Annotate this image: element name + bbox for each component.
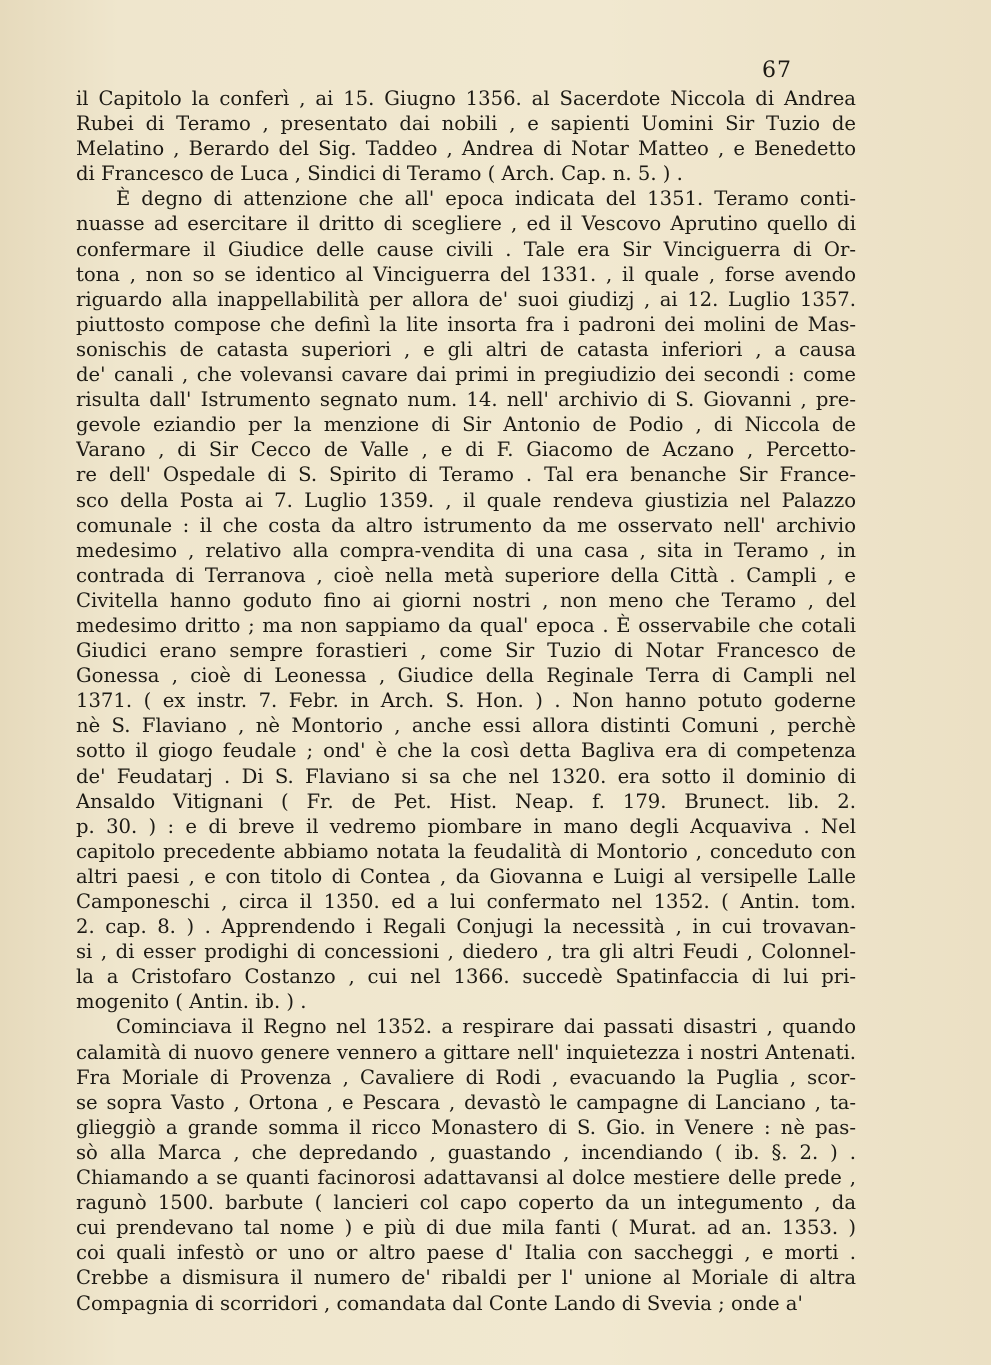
text-line: medesimo , relativo alla compra-vendita di una casa , sita in Teramo , in bbox=[76, 538, 856, 562]
text-line: Chiamando a se quanti facinorosi adattavansi al dolce mestiere delle prede , bbox=[76, 1166, 856, 1190]
text-line: glieggiò a grande somma il ricco Monastero di S. Gio. in Venere : nè pas- bbox=[76, 1115, 856, 1139]
text-line: Fra Moriale di Provenza , Cavaliere di Rodi , evacuando la Puglia , scor- bbox=[76, 1065, 856, 1089]
text-line: capitolo precedente abbiamo notata la feudalità di Montorio , conceduto con bbox=[76, 839, 856, 863]
text-line: nuasse ad esercitare il dritto di scegliere , ed il Vescovo Aprutino quello di bbox=[76, 212, 856, 236]
text-line: Melatino , Berardo del Sig. Taddeo , Andrea di Notar Matteo , e Benedetto bbox=[76, 137, 856, 161]
text-line: di Francesco de Luca , Sindici di Teramo ( Arch. Cap. n. 5. ) . bbox=[76, 162, 683, 186]
text-line: Ansaldo Vitignani ( Fr. de Pet. Hist. Neap. f. 179. Brunect. lib. 2. bbox=[76, 789, 856, 813]
text-line: Camponeschi , circa il 1350. ed a lui confermato nel 1352. ( Antin. tom. bbox=[76, 890, 856, 913]
text-line: riguardo alla inappellabilità per allora de' suoi giudizj , ai 12. Luglio 1357. bbox=[76, 287, 856, 311]
text-line: gevole eziandio per la menzione di Sir Antonio de Podio , di Niccola de bbox=[76, 413, 856, 437]
text-line: medesimo dritto ; ma non sappiamo da qual' epoca . È osservabile che cotali bbox=[76, 613, 856, 637]
text-line: confermare il Giudice delle cause civili . Tale era Sir Vinciguerra di Or- bbox=[76, 237, 856, 261]
text-line: sò alla Marca , che depredando , guastando , incendiando ( ib. §. 2. ) . bbox=[76, 1140, 856, 1164]
paragraph bbox=[76, 86, 856, 186]
text-line: Compagnia di scorridori , comandata dal Conte Lando di Svevia ; onde a' bbox=[76, 1291, 803, 1315]
text-line: coi quali infestò or uno or altro paese d' Italia con saccheggi , e morti . bbox=[76, 1241, 856, 1265]
text-line: Civitella hanno goduto fino ai giorni nostri , non meno che Teramo , del bbox=[76, 588, 856, 612]
text-line: ragunò 1500. barbute ( lancieri col capo coperto da un integumento , da bbox=[76, 1191, 856, 1215]
text-line: sco della Posta ai 7. Luglio 1359. , il quale rendeva giustizia nel Palazzo bbox=[76, 488, 856, 512]
text-line: sonischis de catasta superiori , e gli altri de catasta inferiori , a causa bbox=[76, 337, 856, 361]
text-line: Gonessa , cioè di Leonessa , Giudice della Reginale Terra di Campli nel bbox=[76, 664, 856, 688]
text-line: risulta dall' Istrumento segnato num. 14. nell' archivio di S. Giovanni , pre- bbox=[76, 388, 856, 412]
paragraph bbox=[76, 186, 856, 1014]
text-line: contrada di Terranova , cioè nella metà superiore della Città . Campli , e bbox=[76, 563, 856, 587]
text-line: la a Cristofaro Costanzo , cui nel 1366. succedè Spatinfaccia di lui pri- bbox=[76, 965, 856, 989]
text-line: se sopra Vasto , Ortona , e Pescara , devastò le campagne di Lanciano , ta- bbox=[76, 1090, 856, 1114]
text-line: nè S. Flaviano , nè Montorio , anche essi allora distinti Comuni , perchè bbox=[76, 714, 856, 738]
text-line: mogenito ( Antin. ib. ) . bbox=[76, 990, 307, 1014]
text-line: 1371. ( ex instr. 7. Febr. in Arch. S. Hon. ) . Non hanno potuto goderne bbox=[76, 689, 856, 713]
body-text bbox=[76, 86, 856, 1316]
text-line: de' Feudatarj . Di S. Flaviano si sa che nel 1320. era sotto il dominio di bbox=[76, 764, 856, 788]
text-line: tona , non so se identico al Vinciguerra del 1331. , il quale , forse avendo bbox=[76, 262, 856, 286]
text-line: cui prendevano tal nome ) e più di due mila fanti ( Murat. ad an. 1353. ) bbox=[76, 1216, 856, 1240]
text-line: il Capitolo la conferì , ai 15. Giugno 1356. al Sacerdote Niccola di Andrea bbox=[76, 87, 856, 110]
text-line: altri paesi , e con titolo di Contea , da Giovanna e Luigi al versipelle Lalle bbox=[76, 864, 856, 888]
paragraph bbox=[76, 1014, 856, 1315]
text-line: Giudici erano sempre forastieri , come Sir Tuzio di Notar Francesco de bbox=[76, 639, 856, 663]
page-number: 67 bbox=[762, 58, 792, 83]
text-line: Cominciava il Regno nel 1352. a respirare dai passati disastri , quando bbox=[116, 1015, 856, 1039]
text-line: È degno di attenzione che all' epoca indicata del 1351. Teramo conti- bbox=[116, 187, 856, 211]
text-line: piuttosto compose che definì la lite insorta fra i padroni dei molini de Mas- bbox=[76, 312, 856, 336]
text-line: Varano , di Sir Cecco de Valle , e di F. Giacomo de Aczano , Percetto- bbox=[76, 438, 856, 462]
text-line: sotto il giogo feudale ; ond' è che la così detta Bagliva era di competenza bbox=[76, 739, 856, 763]
text-line: p. 30. ) : e di breve il vedremo piombare in mano degli Acquaviva . Nel bbox=[76, 814, 856, 838]
text-line: Crebbe a dismisura il numero de' ribaldi per l' unione al Moriale di altra bbox=[76, 1266, 856, 1290]
text-line: re dell' Ospedale di S. Spirito di Teramo . Tal era benanche Sir France- bbox=[76, 463, 856, 487]
text-line: 2. cap. 8. ) . Apprendendo i Regali Conjugi la necessità , in cui trovavan- bbox=[76, 915, 856, 939]
text-line: si , di esser prodighi di concessioni , diedero , tra gli altri Feudi , Colonnel- bbox=[76, 940, 856, 964]
text-line: comunale : il che costa da altro istrumento da me osservato nell' archivio bbox=[76, 513, 856, 537]
text-line: de' canali , che volevansi cavare dai primi in pregiudizio dei secondi : come bbox=[76, 363, 856, 387]
text-line: calamità di nuovo genere vennero a gittare nell' inquietezza i nostri Antenati. bbox=[76, 1040, 856, 1064]
text-line: Rubei di Teramo , presentato dai nobili , e sapienti Uomini Sir Tuzio de bbox=[76, 112, 856, 136]
